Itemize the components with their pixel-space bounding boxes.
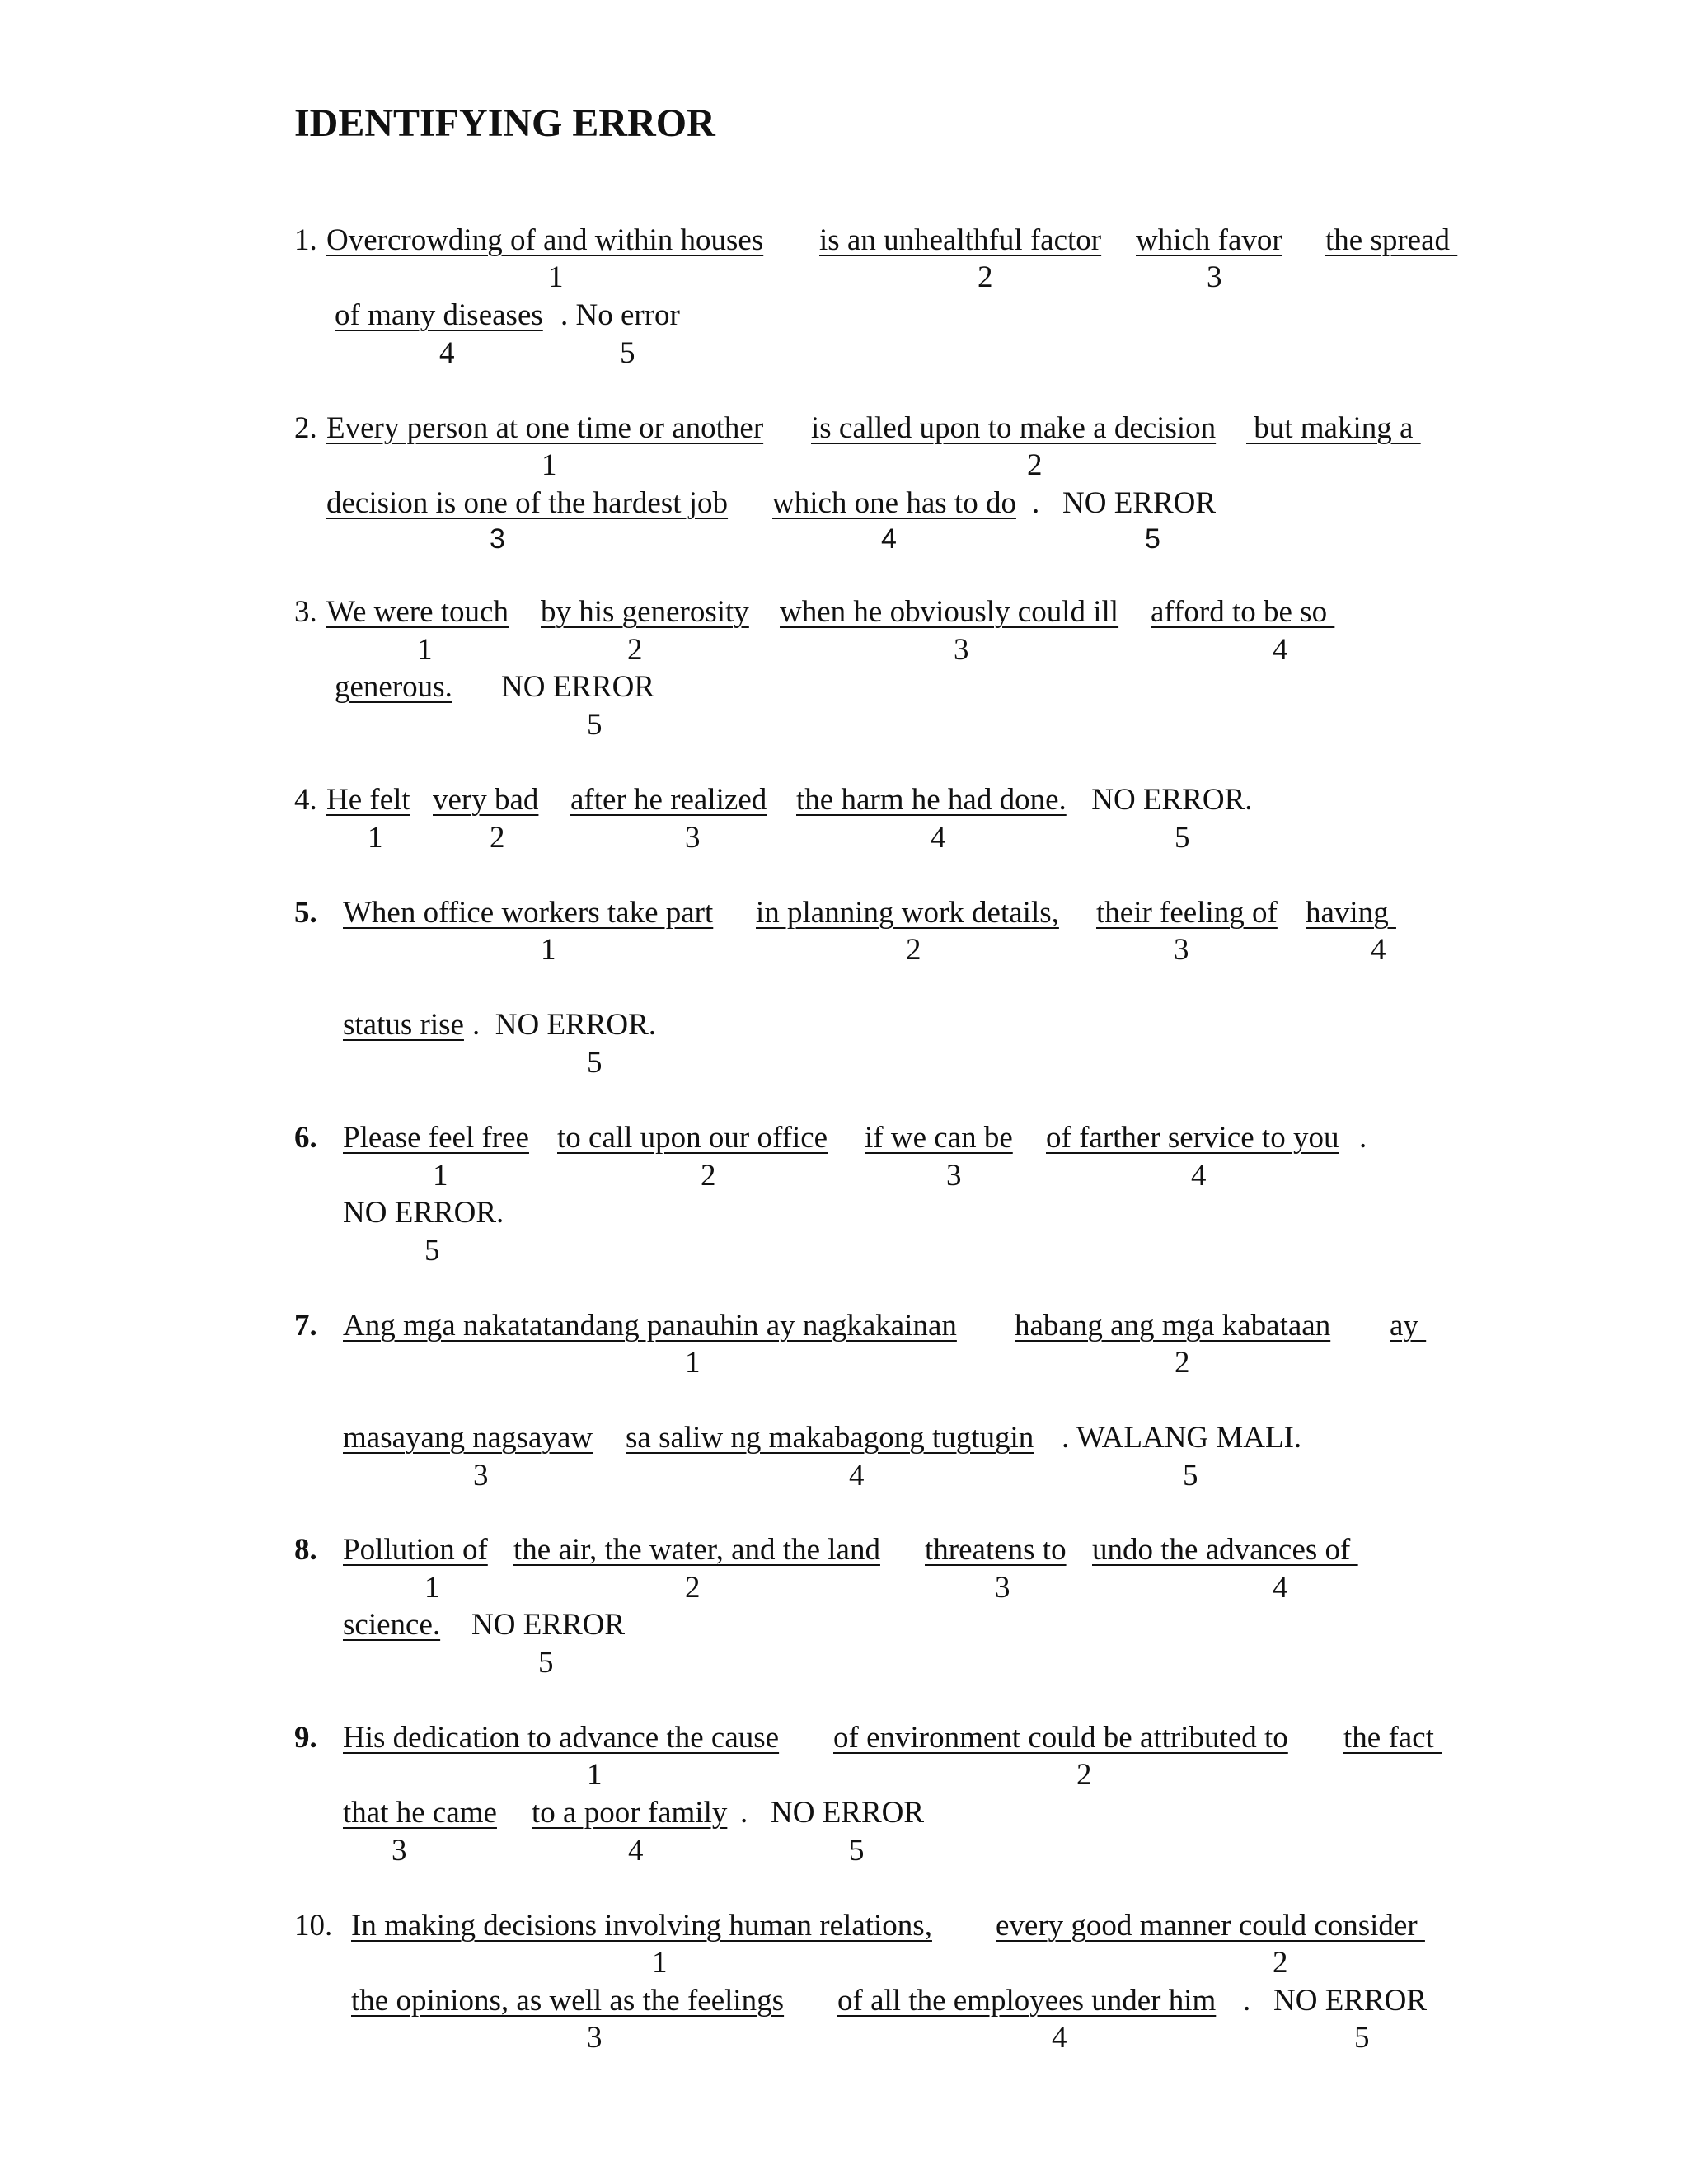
segment-4: having [1306,896,1396,930]
segment-number-2: 2 [701,1159,716,1193]
question-number: 4. [294,783,317,817]
segment-number-5: 5 [849,1834,865,1868]
segment-3: after he realized [570,783,767,817]
segment-number-5: 5 [587,1046,603,1080]
segment-number-1: 1 [652,1946,668,1980]
question-number: 7. [294,1309,317,1343]
segment-2: very bad [433,783,539,817]
segment-4: the spread [1325,223,1458,257]
segment-number-2: 2 [685,1571,701,1605]
question-number: 9. [294,1721,317,1755]
segment-3: masayang nagsayaw [343,1421,593,1455]
segment-number-2: 2 [1273,1946,1288,1980]
segment-4: afford to be so [1151,595,1335,629]
segment-3: threatens to [925,1533,1067,1567]
segment-number-2: 2 [1076,1758,1092,1792]
segment-number-2: 2 [1027,448,1043,482]
segment-1: We were touch [326,595,509,629]
segment-3: which favor [1136,223,1282,257]
segment-2: of environment could be attributed to [833,1721,1288,1755]
segment-2: in planning work details, [756,896,1059,930]
segment-1: His dedication to advance the cause [343,1721,780,1755]
segment-2: by his generosity [541,595,749,629]
segment-1: He felt [326,783,410,817]
segment-4: to a poor family [532,1796,728,1830]
segment-4-continued: of many diseases [335,298,543,332]
question-number: 8. [294,1533,317,1567]
segment-number-5: 5 [620,336,635,370]
segment-3: if we can be [865,1121,1013,1155]
segment-number-1: 1 [368,821,383,855]
segment-number-3: 3 [685,821,701,855]
segment-number-4: 4 [1052,2021,1067,2055]
segment-number-4: 4 [1371,933,1386,967]
segment-2-continued: ay [1390,1309,1427,1343]
segment-number-2: 2 [490,821,505,855]
no-error-option: NO ERROR. [343,1196,504,1230]
segment-1: In making decisions involving human relations, [351,1909,932,1943]
segment-number-1: 1 [424,1571,440,1605]
question-number: 5. [294,896,317,930]
segment-number-3: 3 [473,1459,489,1493]
segment-number-5: 5 [1145,523,1160,555]
segment-number-5: 5 [424,1234,440,1268]
segment-2: the air, the water, and the land [513,1533,880,1567]
segment-1: Every person at one time or another [326,411,764,445]
segment-number-4: 4 [931,821,946,855]
segment-number-4: 4 [1191,1159,1207,1193]
segment-number-3: 3 [490,523,505,555]
segment-number-2: 2 [627,633,643,667]
segment-1: Ang mga nakatatandang panauhin ay nagkakainan [343,1309,957,1343]
segment-3: when he obviously could ill [780,595,1119,629]
question-number: 2. [294,411,317,445]
segment-number-2: 2 [906,933,921,967]
no-error-option: . NO ERROR [1243,1984,1428,2018]
question-number: 10. [294,1909,333,1943]
segment-4: of all the employees under him [837,1984,1217,2018]
segment-1: Overcrowding of and within houses [326,223,764,257]
segment-3: the opinions, as well as the feelings [351,1984,785,2018]
segment-number-3: 3 [1207,260,1222,294]
no-error-option: . WALANG MALI. [1062,1421,1302,1455]
segment-number-3: 3 [587,2021,603,2055]
segment-number-4: 4 [1273,633,1288,667]
segment-number-1: 1 [548,260,564,294]
segment-number-4: 4 [849,1459,865,1493]
no-error-option: . NO ERROR [1032,486,1217,520]
segment-5: status rise [343,1008,464,1042]
segment-1: When office workers take part [343,896,714,930]
segment-number-5: 5 [1175,821,1190,855]
no-error-option: . NO ERROR. [472,1008,657,1042]
segment-number-5: 5 [1354,2021,1370,2055]
segment-5: generous. [335,670,452,704]
segment-3: the fact [1343,1721,1442,1755]
segment-number-3: 3 [392,1834,407,1868]
period: . [1359,1121,1367,1155]
segment-number-4: 4 [439,336,455,370]
segment-2: habang ang mga kabataan [1015,1309,1331,1343]
segment-2: every good manner could consider [996,1909,1425,1943]
page-title: IDENTIFYING ERROR [294,101,715,145]
no-error-option: NO ERROR [501,670,655,704]
question-number: 1. [294,223,317,257]
segment-2: is called upon to make a decision [811,411,1217,445]
segment-number-1: 1 [587,1758,603,1792]
segment-number-3: 3 [954,633,969,667]
segment-3-continued: that he came [343,1796,497,1830]
segment-3-continued: decision is one of the hardest job [326,486,729,520]
segment-4: of farther service to you [1046,1121,1339,1155]
segment-4: sa saliw ng makabagong tugtugin [626,1421,1034,1455]
segment-1: Please feel free [343,1121,529,1155]
segment-4: which one has to do [772,486,1016,520]
segment-number-3: 3 [1174,933,1189,967]
segment-3: but making a [1246,411,1421,445]
segment-number-5: 5 [538,1646,554,1680]
segment-number-4: 4 [881,523,897,555]
segment-number-1: 1 [417,633,433,667]
no-error-option: . NO ERROR [740,1796,925,1830]
segment-number-1: 1 [542,448,557,482]
segment-number-3: 3 [946,1159,962,1193]
question-number: 3. [294,595,317,629]
no-error-option: NO ERROR. [1084,783,1253,817]
no-error-option: . No error [560,298,680,332]
segment-number-3: 3 [995,1571,1010,1605]
no-error-option: NO ERROR [471,1608,626,1642]
segment-number-4: 4 [628,1834,644,1868]
segment-2: is an unhealthful factor [819,223,1102,257]
segment-number-1: 1 [433,1159,448,1193]
segment-2: to call upon our office [557,1121,828,1155]
segment-5: science. [343,1608,441,1642]
segment-number-1: 1 [685,1346,701,1380]
segment-number-2: 2 [978,260,993,294]
segment-4: the harm he had done. [796,783,1067,817]
segment-number-4: 4 [1273,1571,1288,1605]
segment-number-5: 5 [587,708,603,742]
segment-number-1: 1 [541,933,556,967]
question-number: 6. [294,1121,317,1155]
segment-number-5: 5 [1183,1459,1198,1493]
segment-4: undo the advances of [1092,1533,1358,1567]
segment-1: Pollution of [343,1533,488,1567]
segment-3: their feeling of [1096,896,1278,930]
segment-number-2: 2 [1175,1346,1190,1380]
